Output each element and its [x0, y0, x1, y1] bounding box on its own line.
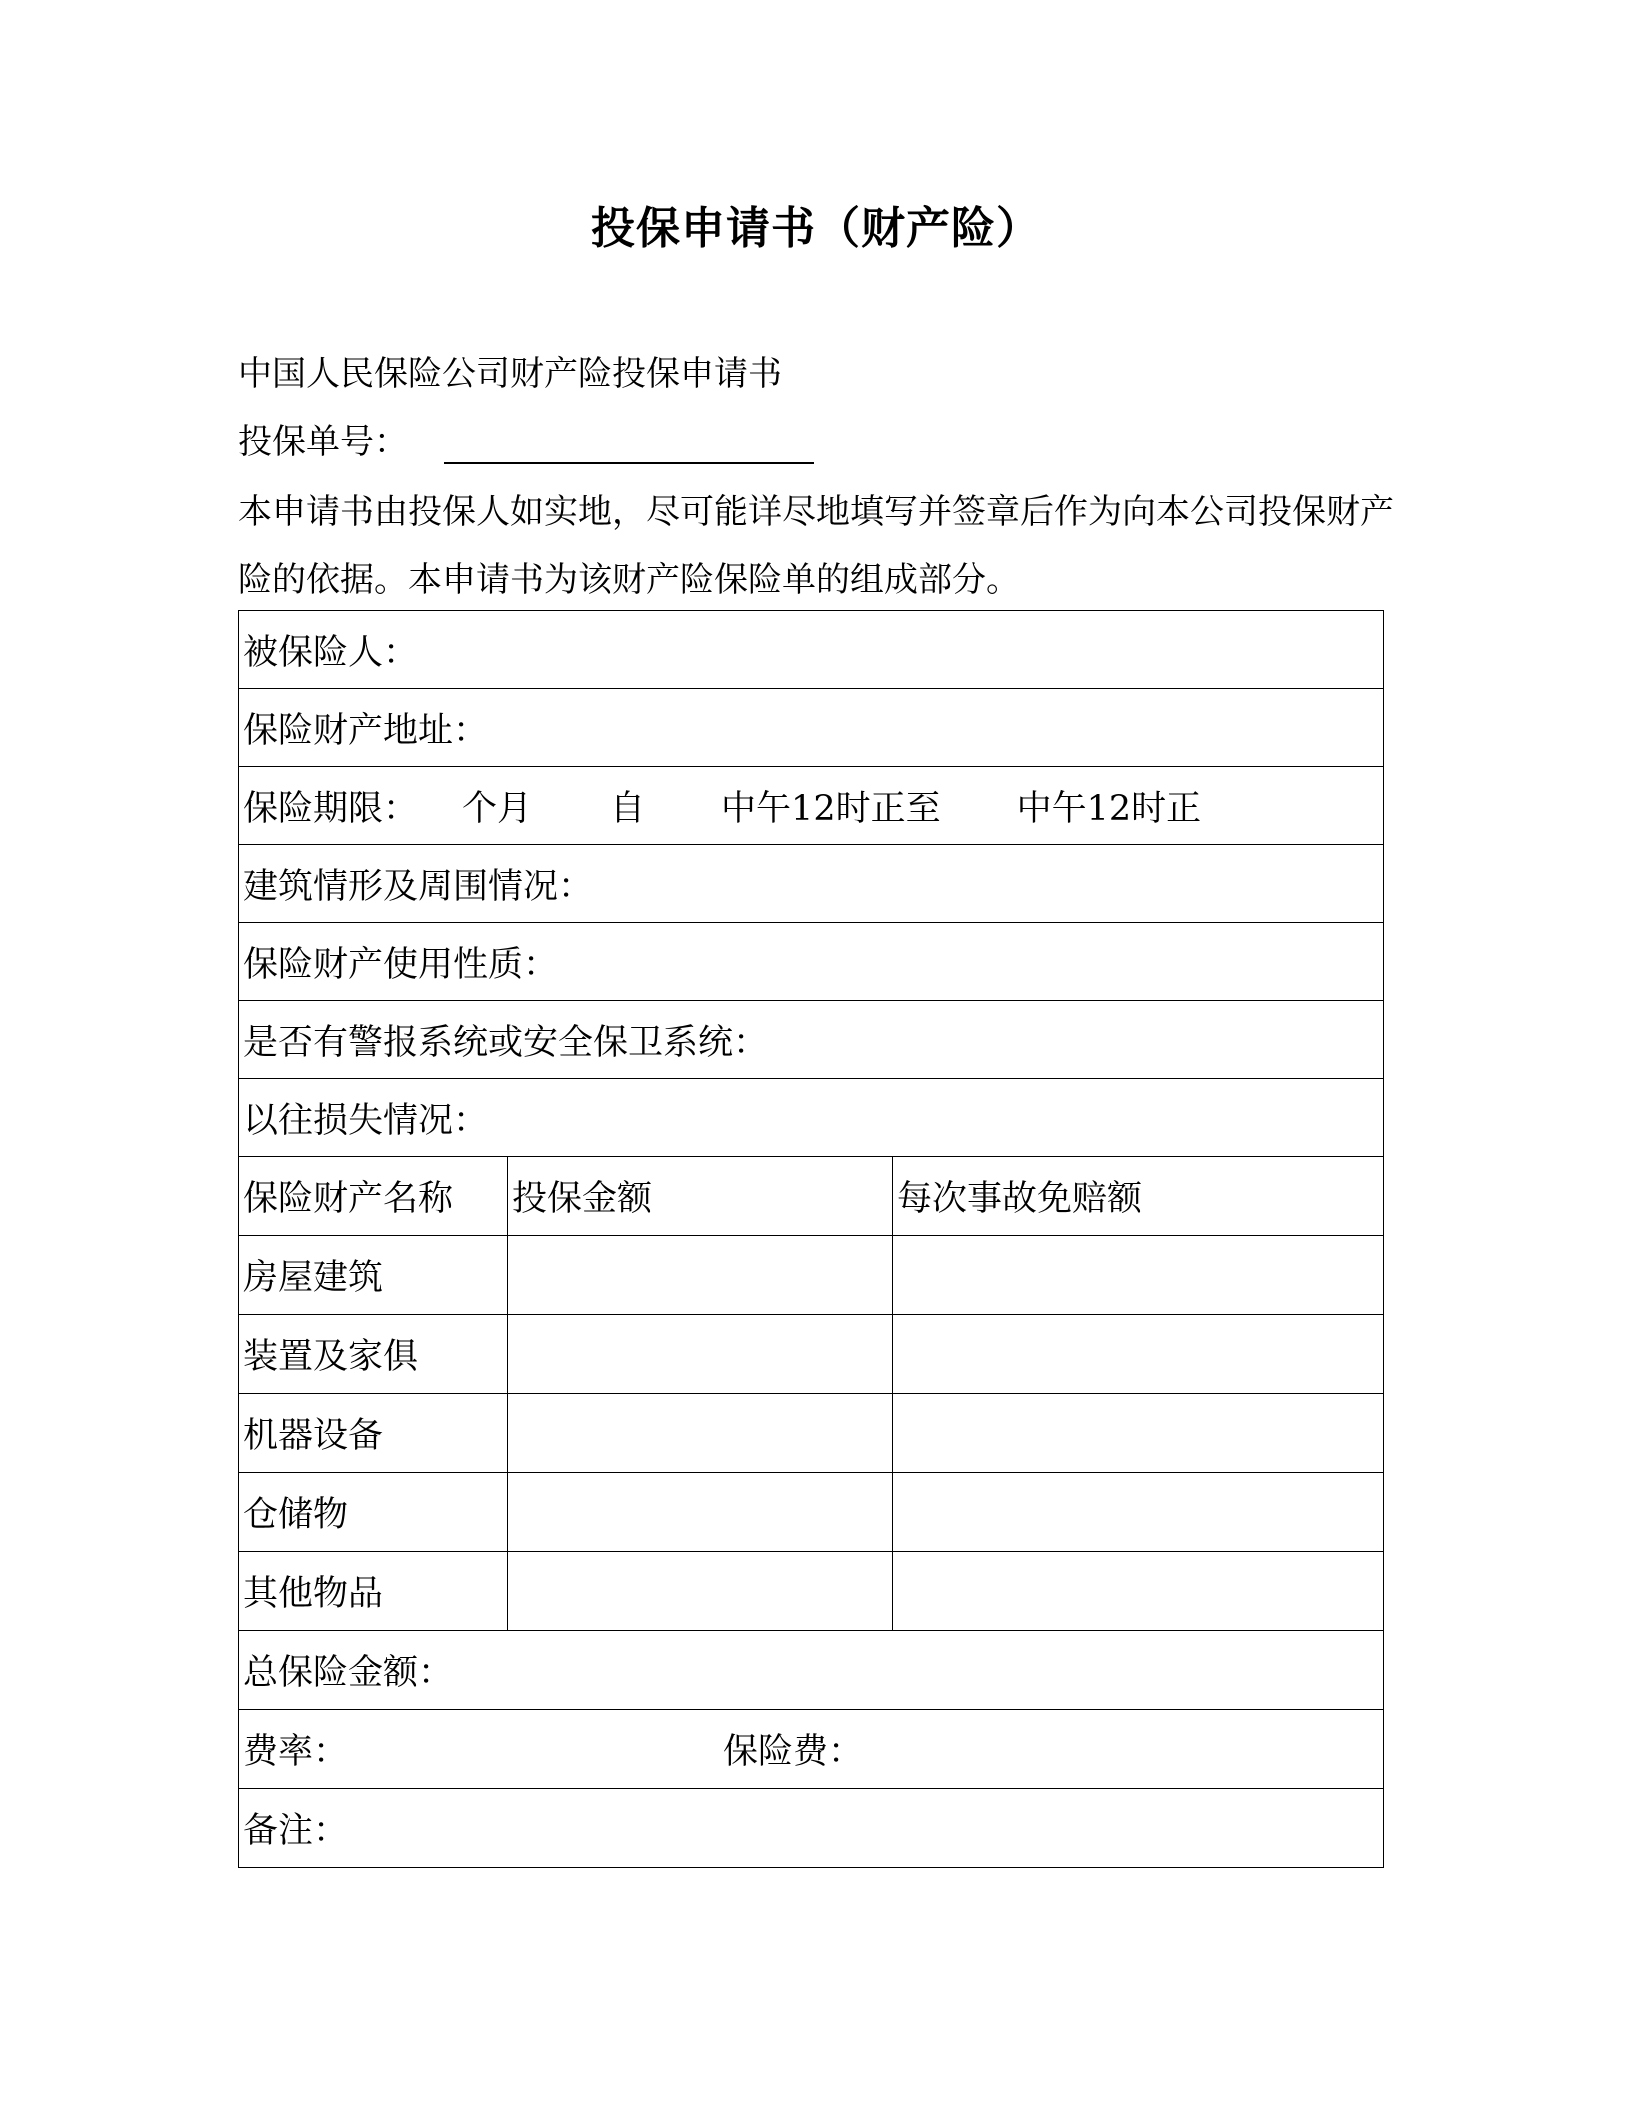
deductible-cell[interactable] — [893, 1552, 1384, 1631]
period-noon-end: 中午12时正 — [1016, 788, 1202, 829]
policy-number-blank[interactable] — [444, 462, 814, 464]
total-label: 总保险金额： — [243, 1653, 454, 1693]
usage-label: 保险财产使用性质： — [243, 944, 559, 985]
table-row — [239, 1394, 1384, 1473]
property-item-label: 装置及家俱 — [239, 1315, 508, 1394]
remarks-label: 备注： — [243, 1811, 349, 1851]
property-item-label: 其他物品 — [239, 1552, 508, 1631]
usage-cell[interactable] — [239, 923, 1384, 1001]
loss-label: 以往损失情况： — [243, 1100, 489, 1141]
loss-cell[interactable] — [239, 1079, 1384, 1157]
header-deductible: 每次事故免赔额 — [893, 1157, 1384, 1236]
building-cell[interactable] — [239, 845, 1384, 923]
page-title: 投保申请书（财产险） — [591, 203, 1041, 254]
total-cell[interactable] — [239, 1631, 1384, 1710]
property-item-label: 房屋建筑 — [239, 1236, 508, 1315]
deductible-cell[interactable] — [893, 1236, 1384, 1315]
rate-label: 费率： — [243, 1732, 349, 1772]
remarks-cell[interactable] — [239, 1789, 1384, 1868]
insured-amount-cell[interactable] — [508, 1236, 893, 1315]
deductible-cell[interactable] — [893, 1394, 1384, 1473]
loss-row — [239, 1079, 1384, 1157]
rate-premium-row — [239, 1710, 1384, 1789]
property-item-label: 机器设备 — [239, 1394, 508, 1473]
period-noon-to: 中午12时正至 — [721, 788, 941, 829]
alarm-row — [239, 1001, 1384, 1079]
deductible-cell[interactable] — [893, 1473, 1384, 1552]
deductible-cell[interactable] — [893, 1315, 1384, 1394]
alarm-cell[interactable] — [239, 1001, 1384, 1079]
rate-premium-cell[interactable] — [239, 1710, 1384, 1789]
total-row — [239, 1631, 1384, 1710]
period-row — [239, 767, 1384, 845]
policy-number-label: 投保单号： — [238, 422, 408, 462]
usage-row — [239, 923, 1384, 1001]
policy-number-line — [238, 414, 408, 463]
table-row — [239, 1236, 1384, 1315]
insured-label: 被保险人： — [243, 632, 419, 673]
remarks-row — [239, 1789, 1384, 1868]
address-cell[interactable] — [239, 689, 1384, 767]
table-header-row — [239, 1157, 1384, 1236]
building-label: 建筑情形及周围情况： — [243, 866, 594, 907]
insured-amount-cell[interactable] — [508, 1552, 893, 1631]
application-form-table — [238, 610, 1384, 1868]
insured-amount-cell[interactable] — [508, 1315, 893, 1394]
insured-row — [239, 611, 1384, 689]
intro-paragraph: 本申请书由投保人如实地，尽可能详尽地填写并签章后作为向本公司投保财产险的依据。本申请书为该财产险保险单的组成部分。 — [238, 492, 1394, 600]
period-months: 个月 — [462, 788, 533, 829]
period-cell[interactable] — [239, 767, 1384, 845]
table-row — [239, 1552, 1384, 1631]
insured-amount-cell[interactable] — [508, 1473, 893, 1552]
period-label: 保险期限： — [243, 788, 419, 829]
insured-amount-cell[interactable] — [508, 1394, 893, 1473]
table-row — [239, 1473, 1384, 1552]
address-label: 保险财产地址： — [243, 710, 489, 751]
header-insured-amount: 投保金额 — [508, 1157, 893, 1236]
insured-cell[interactable] — [239, 611, 1384, 689]
property-item-label: 仓储物 — [239, 1473, 508, 1552]
header-property-name: 保险财产名称 — [239, 1157, 508, 1236]
premium-label: 保险费： — [723, 1732, 864, 1772]
building-row — [239, 845, 1384, 923]
table-row — [239, 1315, 1384, 1394]
address-row — [239, 689, 1384, 767]
company-line: 中国人民保险公司财产险投保申请书 — [238, 354, 782, 394]
alarm-label: 是否有警报系统或安全保卫系统： — [243, 1022, 769, 1063]
period-from: 自 — [610, 788, 646, 829]
